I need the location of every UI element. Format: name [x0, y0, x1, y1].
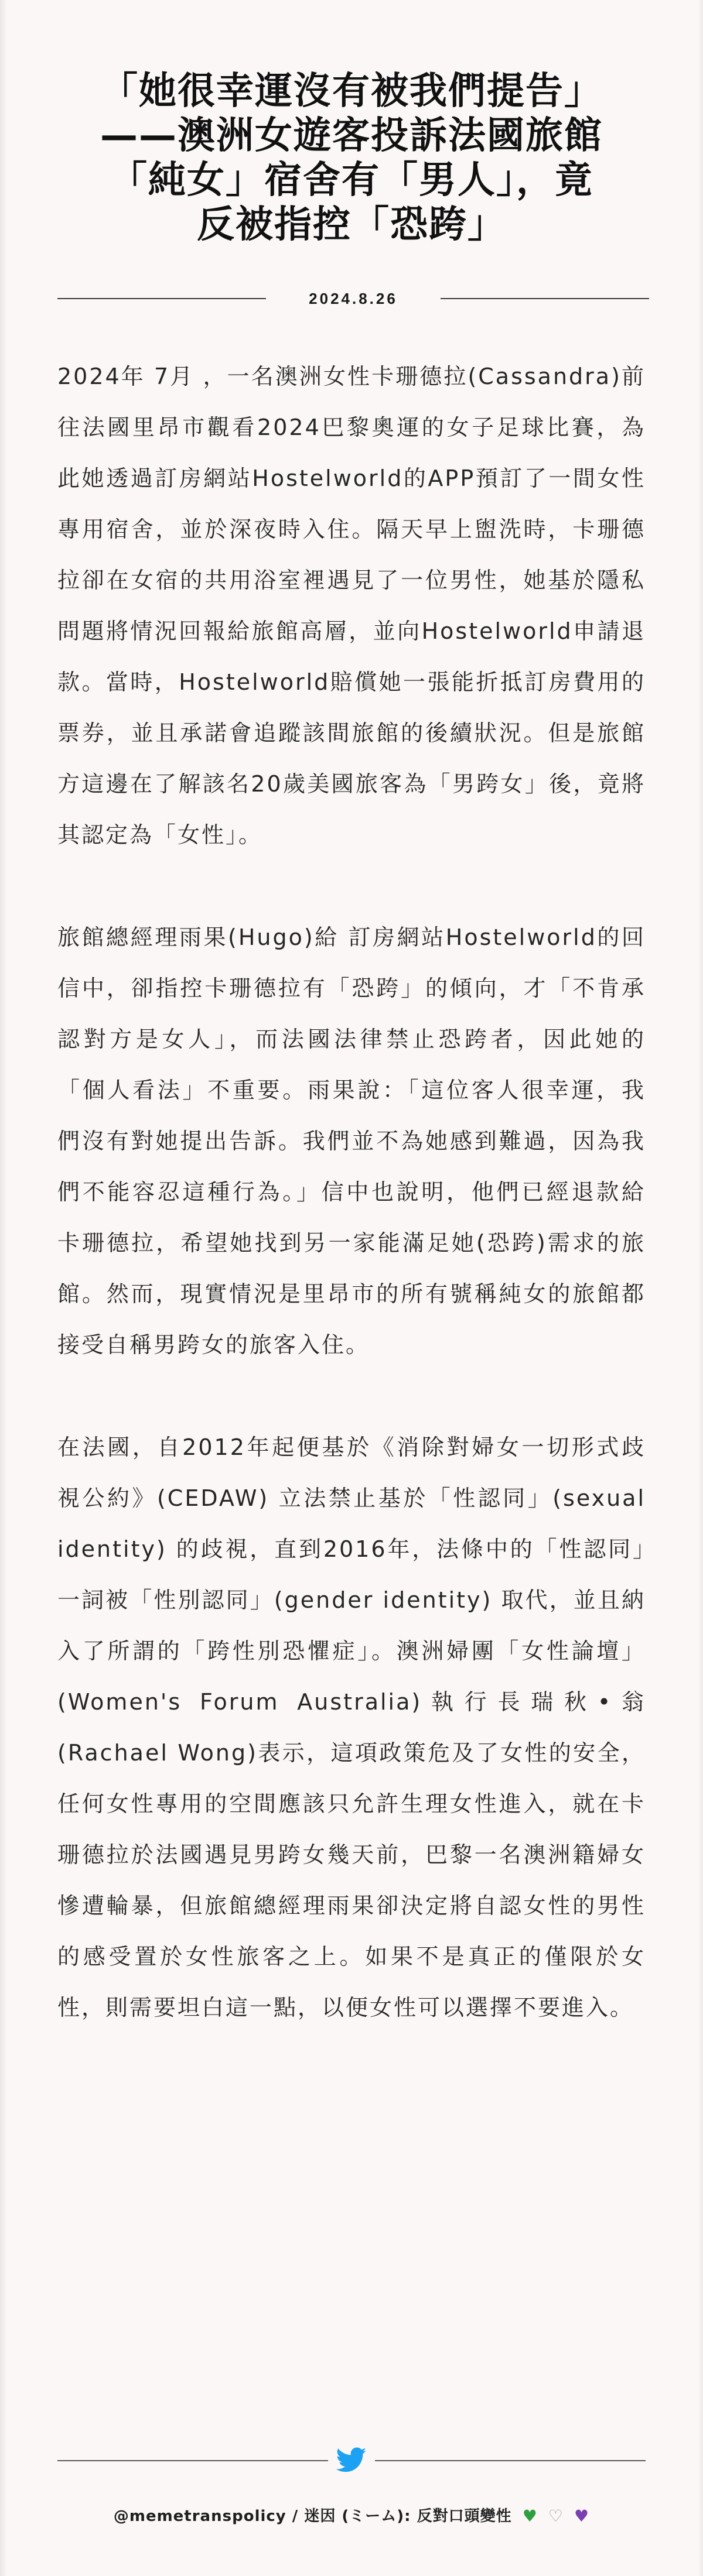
title-line: 「純女」宿舍有「男人」，竟: [110, 159, 593, 202]
article-body: [57, 351, 646, 2033]
paragraph: 在法國，自2012年起便基於《消除對婦女一切形式歧視公約》(CEDAW) 立法禁止基於「性認同」(sexual identity) 的歧視，直到2016年，法條中的「性認同」一詞被「性別認同」(gender identity) 取代，並且納入了所謂的「跨性別恐懼症」。澳洲婦團「女性論壇」(Women's Forum Australia)執行長瑞秋•翁(Rachael Wong)表示，這項政策危及了女性的安全，任何女性專用的空間應該只允許生理女性進入，就在卡珊德拉於法國遇見男跨女幾天前，巴黎一名澳洲籍婦女慘遭輪暴，但旅館總經理雨果卻決定將自認女性的男性的感受置於女性旅客之上。如果不是真正的僅限於女性，則需要坦白這一點，以便女性可以選擇不要進入。: [57, 1434, 646, 2020]
page-edge-shadow-right: [698, 0, 703, 2576]
date-row: [0, 287, 703, 310]
credit-text: @memetranspolicy / 迷因 (ミーム): 反對口頭變性: [113, 2508, 512, 2525]
divider-left: [57, 298, 266, 299]
article-title: [0, 69, 703, 247]
paragraph: 旅館總經理雨果(Hugo)給 訂房網站Hostelworld的回信中，卻指控卡珊德拉有「恐跨」的傾向，才「不肯承認對方是女人」，而法國法律禁止恐跨者，因此她的「個人看法」不重要。雨果說：「這位客人很幸運，我們沒有對她提出告訴。我們並不為她感到難過，因為我們不能容忍這種行為。」信中也說明，他們已經退款給卡珊德拉，希望她找到另一家能滿足她(恐跨)需求的旅館。然而，現實情況是里昂市的所有號稱純女的旅館都接受自稱男跨女的旅客入住。: [57, 924, 646, 1358]
divider-right: [441, 298, 649, 299]
page-edge-shadow-left: [0, 0, 6, 2576]
white-heart-icon: ♡: [548, 2506, 564, 2526]
publish-date: 2024.8.26: [309, 290, 398, 307]
footer-divider-right: [375, 2460, 646, 2461]
title-line: ——澳洲女遊客投訴法國旅館: [100, 114, 603, 157]
article-header: [0, 69, 703, 247]
paragraph: 2024年 7月 ，一名澳洲女性卡珊德拉(Cassandra)前往法國里昂市觀看2024巴黎奧運的女子足球比賽，為此她透過訂房網站Hostelworld的APP預訂了一間女性專用宿舍，並於深夜時入住。隔天早上盥洗時，卡珊德拉卻在女宿的共用浴室裡遇見了一位男性，她基於隱私問題將情況回報給旅館高層，並向Hostelworld申請退款。當時，Hostelworld賠償她一張能折抵訂房費用的票券，並且承諾會追蹤該間旅館的後續狀況。但是旅館方這邊在了解該名20歲美國旅客為「男跨女」後，竟將其認定為「女性」。: [57, 364, 646, 848]
twitter-bird-icon[interactable]: [336, 2447, 367, 2473]
footer-divider-left: [57, 2460, 328, 2461]
green-heart-icon: ♥: [522, 2506, 538, 2526]
footer-credit: [0, 2505, 703, 2528]
title-line: 「她很幸運沒有被我們提告」: [100, 70, 603, 113]
title-line: 反被指控「恐跨」: [197, 203, 506, 246]
footer-divider-row: [0, 2447, 703, 2471]
purple-heart-icon: ♥: [574, 2506, 590, 2526]
